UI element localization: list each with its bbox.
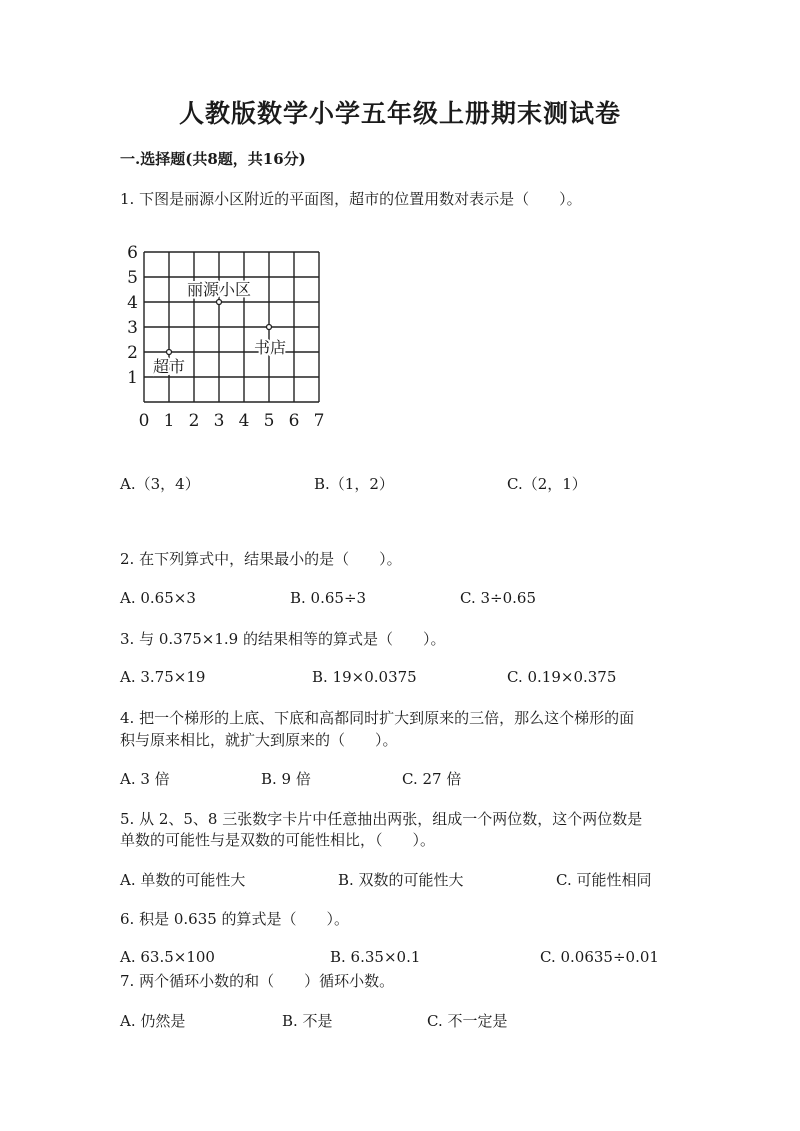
- question-3-stem: 3. 与 0.375×1.9 的结果相等的算式是（ ）。: [120, 630, 446, 648]
- question-6-stem: 6. 积是 0.635 的算式是（ ）。: [120, 910, 350, 928]
- question-5-stem-line-2: 单数的可能性与是双数的可能性相比，（ ）。: [120, 831, 436, 849]
- question-5-option-c[interactable]: C. 可能性相同: [556, 871, 652, 889]
- coordinate-grid-figure: [118, 240, 338, 430]
- question-4-option-c[interactable]: C. 27 倍: [402, 770, 462, 788]
- y-tick-label: 3: [127, 318, 138, 338]
- question-4-option-a[interactable]: A. 3 倍: [120, 770, 170, 788]
- x-tick-label: 0: [138, 411, 150, 430]
- place-point: [267, 325, 272, 330]
- question-2-option-c[interactable]: C. 3÷0.65: [460, 589, 536, 607]
- grid-lines: [144, 252, 319, 402]
- place-label: 丽源小区: [186, 280, 252, 299]
- x-tick-label: 3: [213, 411, 225, 430]
- x-tick-label: 7: [313, 411, 325, 430]
- x-tick-label: 5: [263, 411, 275, 430]
- question-7-stem: 7. 两个循环小数的和（ ）循环小数。: [120, 972, 395, 990]
- question-6-option-a[interactable]: A. 63.5×100: [120, 948, 215, 966]
- question-6-option-b[interactable]: B. 6.35×0.1: [330, 948, 421, 966]
- place-point: [167, 350, 172, 355]
- question-3-option-a[interactable]: A. 3.75×19: [120, 668, 206, 686]
- place-point: [217, 300, 222, 305]
- question-5-option-b[interactable]: B. 双数的可能性大: [338, 871, 464, 889]
- question-7-option-a[interactable]: A. 仍然是: [120, 1012, 186, 1030]
- question-5-stem-line-1: 5. 从 2、5、8 三张数字卡片中任意抽出两张，组成一个两位数，这个两位数是: [120, 810, 643, 828]
- page-title: 人教版数学小学五年级上册期末测试卷: [178, 99, 621, 128]
- question-2-option-a[interactable]: A. 0.65×3: [120, 589, 196, 607]
- question-4-stem-line-2: 积与原来相比，就扩大到原来的（ ）。: [120, 731, 398, 749]
- question-7-option-c[interactable]: C. 不一定是: [427, 1012, 508, 1030]
- y-tick-label: 1: [127, 368, 138, 388]
- question-4-option-b[interactable]: B. 9 倍: [261, 770, 311, 788]
- x-tick-label: 2: [188, 411, 200, 430]
- x-tick-label: 6: [288, 411, 300, 430]
- question-7-option-b[interactable]: B. 不是: [282, 1012, 333, 1030]
- y-tick-label: 6: [127, 243, 138, 263]
- question-5-option-a[interactable]: A. 单数的可能性大: [120, 871, 246, 889]
- question-2-option-b[interactable]: B. 0.65÷3: [290, 589, 367, 607]
- y-tick-label: 2: [127, 343, 138, 363]
- x-tick-label: 1: [163, 411, 175, 430]
- question-1-option-b[interactable]: B.（1，2）: [314, 475, 394, 493]
- place-label: 书店: [253, 338, 287, 357]
- section-heading: 一.选择题(共8题，共16分): [120, 150, 306, 168]
- question-1-option-a[interactable]: A.（3，4）: [120, 475, 200, 493]
- question-3-option-b[interactable]: B. 19×0.0375: [312, 668, 417, 686]
- y-tick-label: 4: [127, 293, 138, 313]
- place-label: 超市: [152, 357, 186, 376]
- question-6-option-c[interactable]: C. 0.0635÷0.01: [540, 948, 659, 966]
- question-2-stem: 2. 在下列算式中，结果最小的是（ ）。: [120, 550, 402, 568]
- question-3-option-c[interactable]: C. 0.19×0.375: [507, 668, 617, 686]
- y-tick-label: 5: [127, 268, 138, 288]
- question-4-stem-line-1: 4. 把一个梯形的上底、下底和高都同时扩大到原来的三倍，那么这个梯形的面: [120, 709, 635, 727]
- question-1-option-c[interactable]: C.（2，1）: [507, 475, 587, 493]
- question-1-stem: 1. 下图是丽源小区附近的平面图，超市的位置用数对表示是（ ）。: [120, 190, 582, 208]
- x-tick-label: 4: [238, 411, 250, 430]
